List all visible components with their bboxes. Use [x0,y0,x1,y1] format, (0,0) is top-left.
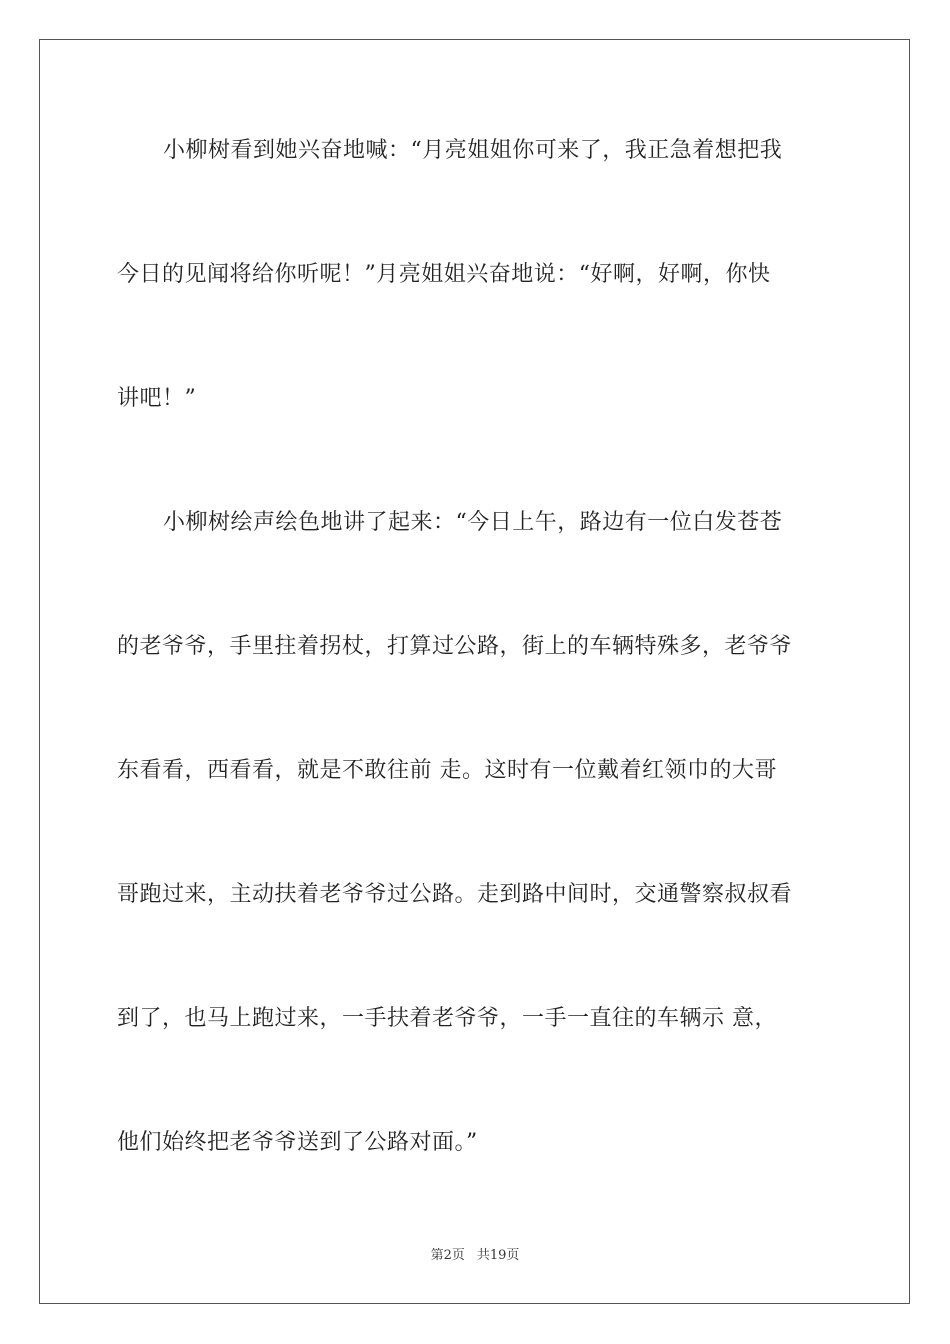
page-number: 第2页 [430,1248,465,1263]
page-frame [39,39,910,1304]
paragraph-2-line-3: 东看看，西看看，就是不敢往前 走。这时有一位戴着红领巾的大哥 [117,758,777,783]
paragraph-2-line-6: 他们始终把老爷爷送到了公路对面。” [117,1130,478,1155]
paragraph-1-line-3: 讲吧！” [117,386,197,411]
paragraph-2-line-1: 小柳树绘声绘色地讲了起来：“今日上午，路边有一位白发苍苍 [163,510,783,535]
paragraph-1-line-1: 小柳树看到她兴奋地喊：“月亮姐姐你可来了，我正急着想把我 [163,138,783,163]
paragraph-2-line-2: 的老爷爷，手里拄着拐杖，打算过公路，街上的车辆特殊多，老爷爷 [117,634,793,659]
paragraph-1-line-2: 今日的见闻将给你听呢！”月亮姐姐兴奋地说：“好啊，好啊，你快 [117,262,771,287]
page-total: 共19页 [476,1248,520,1263]
paragraph-2-line-5: 到了，也马上跑过来，一手扶着老爷爷，一手一直往的车辆示 意， [117,1006,777,1031]
page-footer [0,1247,950,1265]
paragraph-2-line-4: 哥跑过来，主动扶着老爷爷过公路。走到路中间时，交通警察叔叔看 [117,882,793,907]
